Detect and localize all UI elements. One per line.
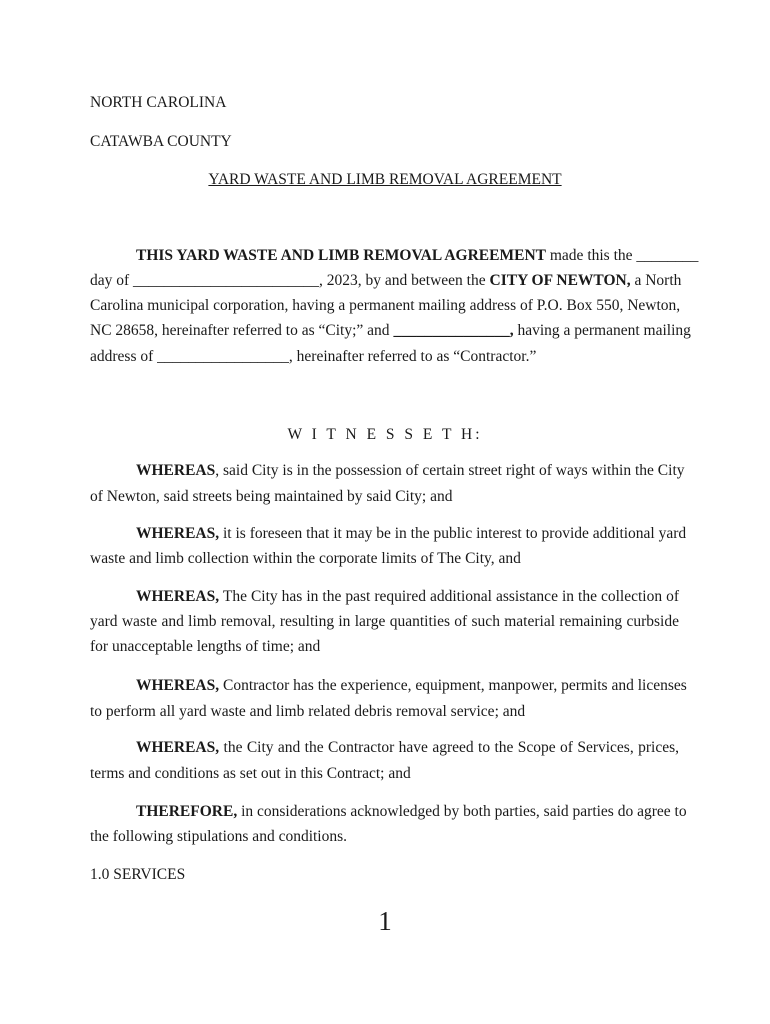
intro-text-1: made this the ________ (546, 247, 699, 264)
witnesseth-heading: W I T N E S S E T H: (287, 426, 483, 443)
clause-2-line-2: waste and limb collection within the corporate limits of The City, and (90, 550, 521, 567)
contractor-blank: _______________, (393, 322, 514, 339)
county-heading: CATAWBA COUNTY (90, 133, 232, 150)
clause-6-line-2: the following stipulations and conditions. (90, 828, 348, 845)
clause-6-line-1 (136, 803, 687, 821)
clause-3-line-1 (136, 588, 679, 606)
clause-5-lead: WHEREAS, (136, 739, 220, 756)
intro-lead: THIS YARD WASTE AND LIMB REMOVAL AGREEMENT (136, 247, 546, 264)
clause-1-line-2: of Newton, said streets being maintained by said City; and (90, 488, 453, 505)
clause-1-line-1 (136, 462, 685, 480)
clause-4-line-1 (136, 677, 687, 695)
section-heading-services: 1.0 SERVICES (90, 866, 186, 883)
intro-text-3: a North (630, 272, 682, 289)
clause-4-line-2: to perform all yard waste and limb related debris removal service; and (90, 703, 526, 720)
intro-text-6: having a permanent mailing (513, 322, 691, 339)
clause-5-text-1: the City and the Contractor have agreed to the Scope of Services, prices, (219, 739, 679, 756)
clause-1-lead: WHEREAS (136, 462, 216, 479)
clause-2-text-1: it is foreseen that it may be in the public interest to provide additional yard (219, 525, 687, 542)
clause-6-text-1: in considerations acknowledged by both parties, said parties do agree to (237, 803, 687, 820)
clause-5-line-2: terms and conditions as set out in this Contract; and (90, 765, 411, 782)
intro-line-1 (136, 247, 699, 265)
city-name: CITY OF NEWTON, (489, 272, 631, 289)
clause-3-line-3: for unacceptable lengths of time; and (90, 638, 321, 655)
clause-5-line-1 (136, 739, 679, 757)
clause-4-text-1: Contractor has the experience, equipment, manpower, permits and licenses (219, 677, 687, 694)
clause-3-text-1: The City has in the past required additional assistance in the collection of (219, 588, 679, 605)
clause-2-lead: WHEREAS, (136, 525, 220, 542)
clause-6-lead: THEREFORE, (136, 803, 238, 820)
clause-3-lead: WHEREAS, (136, 588, 220, 605)
clause-3-line-2: yard waste and limb removal, resulting in large quantities of such material remaining curbside (90, 613, 679, 630)
clause-1-text-1: , said City is in the possession of certain street right of ways within the City (215, 462, 685, 479)
intro-line-4 (90, 322, 691, 340)
state-heading: NORTH CAROLINA (90, 94, 227, 111)
intro-line-2 (90, 272, 682, 290)
intro-line-5: address of _________________, hereinafter referred to as “Contractor.” (90, 348, 537, 365)
intro-text-5: NC 28658, hereinafter referred to as “City;” and (90, 322, 394, 339)
page-number: 1 (378, 906, 392, 936)
clause-4-lead: WHEREAS, (136, 677, 220, 694)
document-title: YARD WASTE AND LIMB REMOVAL AGREEMENT (208, 171, 562, 188)
clause-2-line-1 (136, 525, 687, 543)
intro-line-3: Carolina municipal corporation, having a permanent mailing address of P.O. Box 550, Newton, (90, 297, 681, 314)
intro-text-2: day of ________________________, 2023, by and between the (90, 272, 490, 289)
